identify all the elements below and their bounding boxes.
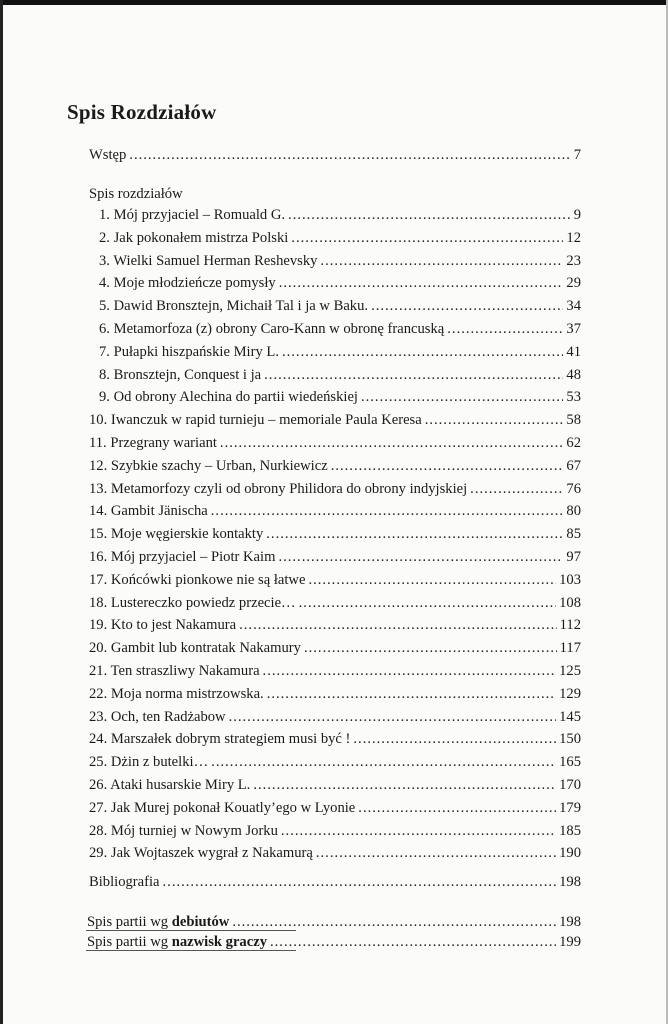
toc-entry-label: 16. Mój przyjaciel – Piotr Kaim xyxy=(89,549,276,565)
leader-dots xyxy=(211,502,564,520)
toc-entry-page: 190 xyxy=(559,845,581,861)
divider-line xyxy=(86,930,296,931)
toc-entry-page: 198 xyxy=(559,914,581,930)
toc-entry-chapter xyxy=(99,274,581,292)
toc-entry-page: 37 xyxy=(566,321,581,337)
toc-entry-chapter xyxy=(89,548,581,566)
leader-dots xyxy=(470,480,563,498)
toc-entry-label xyxy=(87,933,267,951)
toc-entry-page: 150 xyxy=(559,731,581,747)
toc-entry-chapter xyxy=(99,320,581,338)
toc-entry-label: 19. Kto to jest Nakamura xyxy=(89,617,237,633)
toc-entry-page: 125 xyxy=(559,663,581,679)
toc-entry-label: 2. Jak pokonałem mistrza Polski xyxy=(99,230,289,246)
leader-dots xyxy=(304,639,557,657)
toc-entry-page: 117 xyxy=(559,640,581,656)
toc-entry-page: 12 xyxy=(566,230,581,246)
leader-dots xyxy=(299,594,556,612)
label-emphasis: nazwisk graczy xyxy=(171,934,267,950)
leader-dots xyxy=(253,776,556,794)
leader-dots xyxy=(279,274,564,292)
leader-dots xyxy=(281,822,556,840)
toc-entry-label: 3. Wielki Samuel Herman Reshevsky xyxy=(99,253,318,269)
toc-entry-page: 145 xyxy=(559,709,581,725)
leader-dots xyxy=(266,525,563,543)
toc-entry-chapter xyxy=(99,388,581,406)
toc-entry-page: 112 xyxy=(559,617,581,633)
toc-entry-page: 41 xyxy=(566,344,581,360)
leader-dots xyxy=(267,685,556,703)
toc-entry-page: 62 xyxy=(566,435,581,451)
leader-dots xyxy=(425,411,564,429)
toc-entry-chapter xyxy=(89,502,581,520)
toc-entry-label: 18. Lustereczko powiedz przecie… xyxy=(89,595,296,611)
toc-entry-chapter xyxy=(99,297,581,315)
leader-dots xyxy=(264,366,563,384)
toc-entry-label: 28. Mój turniej w Nowym Jorku xyxy=(89,823,278,839)
toc-entry-label: Bibliografia xyxy=(89,874,160,890)
toc-entry-label: 13. Metamorfozy czyli od obrony Philidora do obrony indyjskiej xyxy=(89,481,468,497)
toc-entry-page: 108 xyxy=(559,595,581,611)
toc-entry-chapter xyxy=(99,229,581,247)
toc-entry-label: 6. Metamorfoza (z) obrony Caro-Kann w obronę francuską xyxy=(99,321,445,337)
leader-dots xyxy=(288,206,571,224)
page-left-edge xyxy=(0,0,3,1024)
toc-entry-label: 24. Marszałek dobrym strategiem musi być ! xyxy=(89,731,351,747)
leader-dots xyxy=(447,320,563,338)
leader-dots xyxy=(220,434,563,452)
toc-entry-label: 5. Dawid Bronsztejn, Michaił Tal i ja w Baku. xyxy=(99,298,369,314)
toc-entry-label: 8. Bronsztejn, Conquest i ja xyxy=(99,367,262,383)
toc-entry-chapter xyxy=(89,639,581,657)
toc-entry-chapter xyxy=(89,571,581,589)
page-title: Spis Rozdziałów xyxy=(67,100,217,124)
toc-entry-chapter xyxy=(89,776,581,794)
toc-entry-label: 14. Gambit Jänischa xyxy=(89,503,208,519)
leader-dots xyxy=(361,388,563,406)
leader-dots xyxy=(282,343,563,361)
leader-dots xyxy=(270,933,556,951)
toc-entry-page: 53 xyxy=(566,389,581,405)
toc-entry-chapter xyxy=(89,525,581,543)
toc-entry-label: 23. Och, ten Radżabow xyxy=(89,709,226,725)
toc-entry-page: 67 xyxy=(566,458,581,474)
toc-entry-page: 165 xyxy=(559,754,581,770)
label-emphasis: debiutów xyxy=(171,914,230,930)
toc-entry-page: 23 xyxy=(566,253,581,269)
divider-line xyxy=(86,950,296,951)
toc-entry-chapter xyxy=(89,480,581,498)
toc-entry-label: 4. Moje młodzieńcze pomysły xyxy=(99,275,276,291)
toc-entry-label: 1. Mój przyjaciel – Romuald G. xyxy=(99,207,286,223)
toc-entry-page: 76 xyxy=(566,481,581,497)
leader-dots xyxy=(163,873,557,891)
toc-entry-page: 185 xyxy=(559,823,581,839)
toc-entry-label xyxy=(87,913,229,931)
toc-entry-label: 22. Moja norma mistrzowska. xyxy=(89,686,264,702)
toc-entry-label: 15. Moje węgierskie kontakty xyxy=(89,526,264,542)
toc-entry-chapter xyxy=(99,206,581,224)
toc-entry-page: 179 xyxy=(559,800,581,816)
toc-entry-bibliography xyxy=(89,873,581,891)
toc-entry-chapter xyxy=(89,685,581,703)
toc-entry-page: 7 xyxy=(573,147,581,163)
toc-entry-index-debuts xyxy=(87,913,581,931)
toc-entry-label: 10. Iwanczuk w rapid turnieju – memoriale Paula Keresa xyxy=(89,412,422,428)
toc-entry-page: 29 xyxy=(566,275,581,291)
leader-dots xyxy=(278,548,563,566)
toc-entry-label: 17. Końcówki pionkowe nie są łatwe xyxy=(89,572,306,588)
toc-entry-chapter xyxy=(89,594,581,612)
label-prefix: Spis partii wg xyxy=(87,914,172,930)
toc-entry-chapter xyxy=(89,434,581,452)
toc-entry-chapter xyxy=(89,411,581,429)
toc-entry-chapter xyxy=(89,799,581,817)
toc-entry-label: 7. Pułapki hiszpańskie Miry L. xyxy=(99,344,279,360)
toc-entry-chapter xyxy=(89,662,581,680)
leader-dots xyxy=(358,799,556,817)
toc-entry-label: 21. Ten straszliwy Nakamura xyxy=(89,663,260,679)
leader-dots xyxy=(320,252,563,270)
leader-dots xyxy=(371,297,563,315)
toc-entry-chapter xyxy=(89,616,581,634)
toc-entry-page: 170 xyxy=(559,777,581,793)
leader-dots xyxy=(353,730,556,748)
toc-entry-label: 9. Od obrony Alechina do partii wiedeńskiej xyxy=(99,389,358,405)
toc-entry-chapter xyxy=(99,366,581,384)
leader-dots xyxy=(331,457,564,475)
leader-dots xyxy=(229,708,557,726)
toc-entry-chapter xyxy=(89,708,581,726)
toc-entry-chapter xyxy=(89,730,581,748)
toc-entry-intro xyxy=(89,146,581,164)
toc-entry-chapter xyxy=(99,343,581,361)
toc-entry-chapter xyxy=(89,844,581,862)
leader-dots xyxy=(308,571,556,589)
label-prefix: Spis partii wg xyxy=(87,934,172,950)
toc-entry-page: 48 xyxy=(566,367,581,383)
toc-entry-chapter xyxy=(89,753,581,771)
leader-dots xyxy=(316,844,556,862)
toc-entry-page: 103 xyxy=(559,572,581,588)
leader-dots xyxy=(232,913,556,931)
toc-entry-page: 199 xyxy=(559,934,581,950)
toc-entry-page: 85 xyxy=(566,526,581,542)
toc-entry-chapter xyxy=(99,252,581,270)
toc-entry-label: 25. Dżin z butelki… xyxy=(89,754,209,770)
leader-dots xyxy=(263,662,557,680)
toc-entry-page: 129 xyxy=(559,686,581,702)
toc-entry-label: 27. Jak Murej pokonał Kouatly’ego w Lyonie xyxy=(89,800,356,816)
toc-entry-page: 34 xyxy=(566,298,581,314)
toc-entry-index-players xyxy=(87,933,581,951)
toc-entry-label: Wstęp xyxy=(89,147,127,163)
leader-dots xyxy=(211,753,556,771)
page-top-edge xyxy=(0,0,668,5)
toc-entry-page: 9 xyxy=(573,207,581,223)
toc-entry-label: 20. Gambit lub kontratak Nakamury xyxy=(89,640,301,656)
leader-dots xyxy=(239,616,557,634)
toc-entry-chapter xyxy=(89,822,581,840)
leader-dots xyxy=(129,146,570,164)
leader-dots xyxy=(291,229,563,247)
toc-entry-label: 11. Przegrany wariant xyxy=(89,435,217,451)
toc-entry-page: 198 xyxy=(559,874,581,890)
toc-entry-page: 97 xyxy=(566,549,581,565)
toc-entry-page: 80 xyxy=(566,503,581,519)
toc-entry-chapter xyxy=(89,457,581,475)
toc-entry-page: 58 xyxy=(566,412,581,428)
toc-entry-label: 26. Ataki husarskie Miry L. xyxy=(89,777,251,793)
toc-entry-label: 29. Jak Wojtaszek wygrał z Nakamurą xyxy=(89,845,313,861)
chapters-heading: Spis rozdziałów xyxy=(89,186,183,202)
toc-entry-label: 12. Szybkie szachy – Urban, Nurkiewicz xyxy=(89,458,328,474)
